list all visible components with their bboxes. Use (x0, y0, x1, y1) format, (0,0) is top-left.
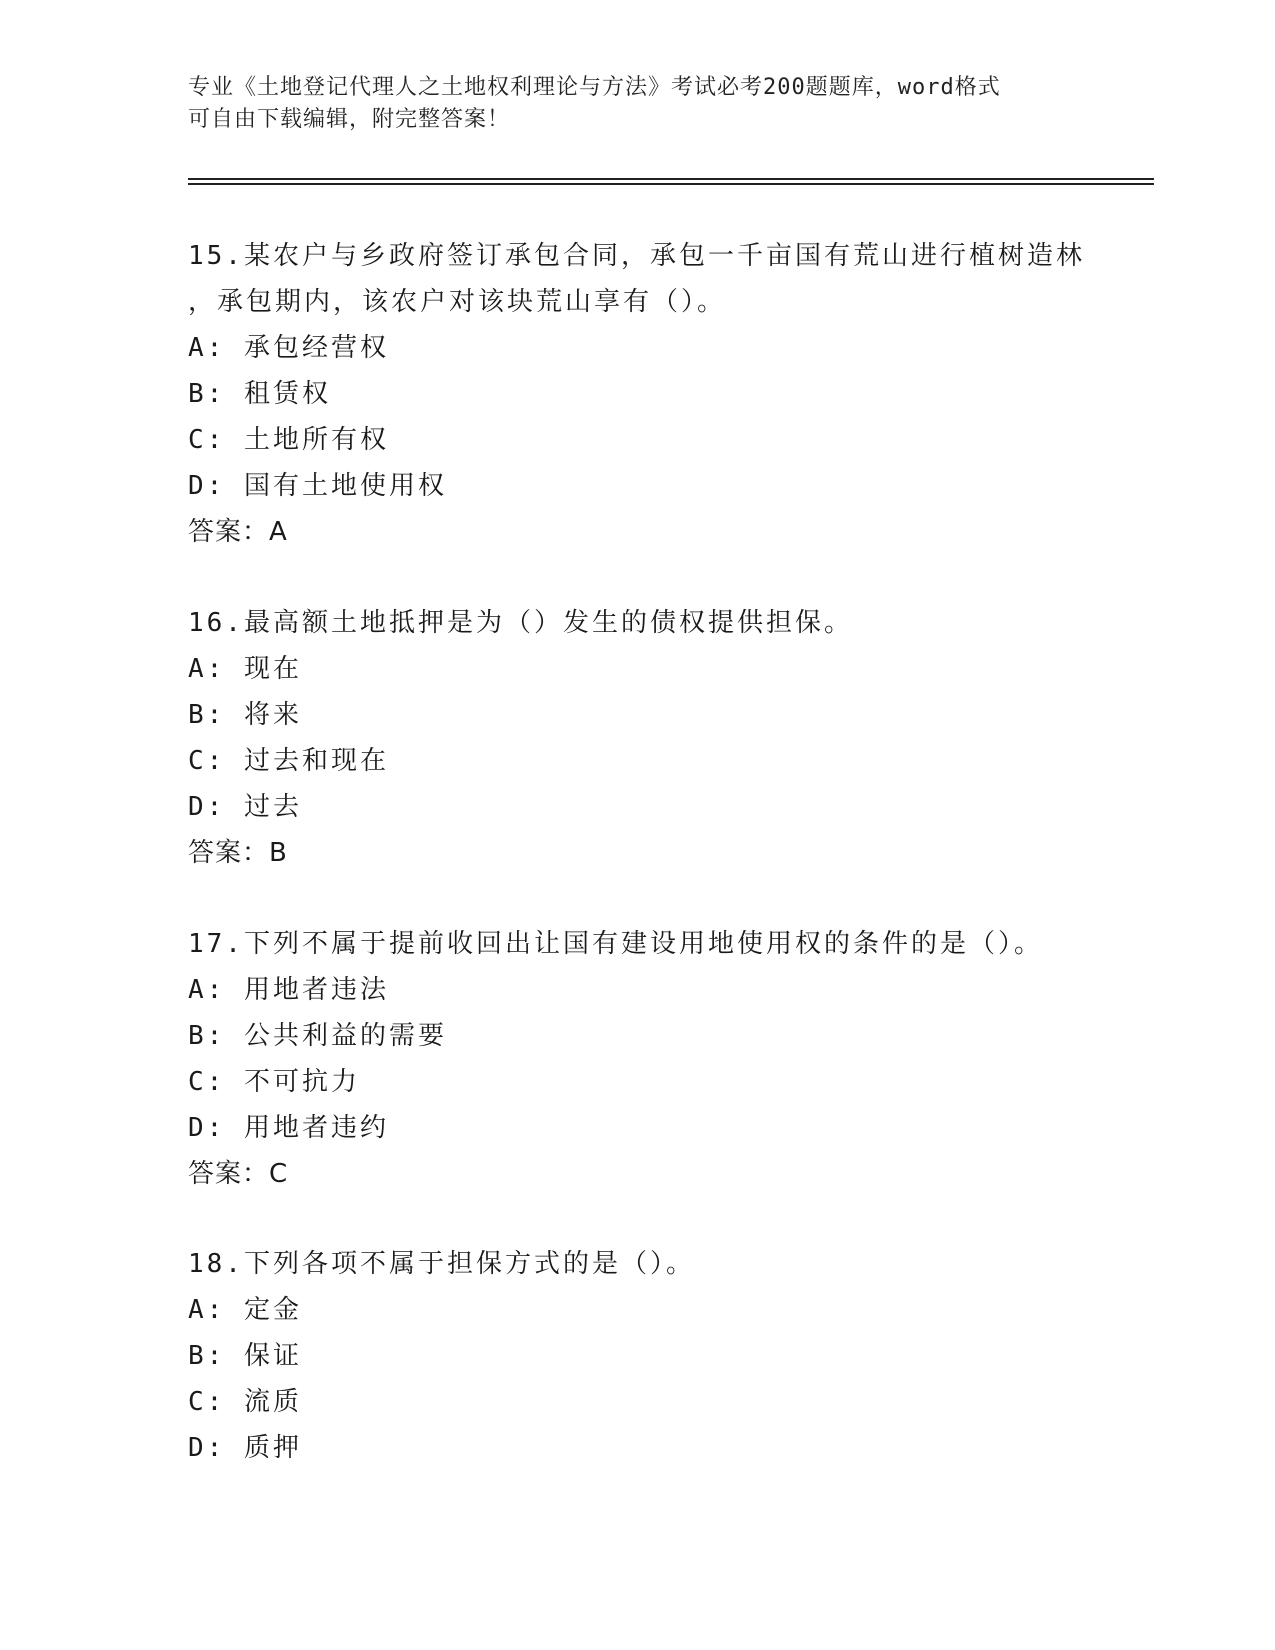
option-a: A: 承包经营权 (188, 333, 389, 363)
question-text-line-1: 18.下列各项不属于担保方式的是（）。 (188, 1249, 695, 1279)
header-divider-top (188, 178, 1154, 180)
question-18 (188, 1241, 1148, 1471)
question-text-line-2: ，承包期内，该农户对该块荒山享有（）。 (188, 287, 727, 317)
option-d: D: 过去 (188, 792, 302, 822)
option-b: B: 公共利益的需要 (188, 1021, 447, 1051)
question-17 (188, 921, 1148, 1197)
header-line-1: 专业《土地登记代理人之土地权利理论与方法》考试必考200题题库，word格式 (188, 75, 1001, 100)
answer: 答案：B (188, 838, 288, 868)
option-c: C: 过去和现在 (188, 746, 389, 776)
option-c: C: 不可抗力 (188, 1067, 360, 1097)
answer: 答案：A (188, 517, 288, 547)
option-a: A: 用地者违法 (188, 975, 389, 1005)
option-c: C: 流质 (188, 1387, 302, 1417)
answer: 答案：C (188, 1159, 289, 1189)
question-text-line-1: 16.最高额土地抵押是为（）发生的债权提供担保。 (188, 608, 853, 638)
question-16 (188, 600, 1148, 876)
option-b: B: 租赁权 (188, 379, 331, 409)
option-a: A: 现在 (188, 654, 302, 684)
option-b: B: 保证 (188, 1341, 302, 1371)
option-c: C: 土地所有权 (188, 425, 389, 455)
document-header (188, 72, 1088, 136)
option-d: D: 用地者违约 (188, 1113, 389, 1143)
header-divider-bottom (188, 183, 1154, 185)
option-a: A: 定金 (188, 1295, 302, 1325)
header-line-2: 可自由下载编辑，附完整答案！ (188, 107, 511, 132)
question-text-line-1: 17.下列不属于提前收回出让国有建设用地使用权的条件的是（）。 (188, 929, 1043, 959)
option-b: B: 将来 (188, 700, 302, 730)
question-15 (188, 233, 1148, 555)
question-text-line-1: 15.某农户与乡政府签订承包合同，承包一千亩国有荒山进行植树造林 (188, 241, 1085, 271)
option-d: D: 国有土地使用权 (188, 471, 447, 501)
option-d: D: 质押 (188, 1433, 302, 1463)
